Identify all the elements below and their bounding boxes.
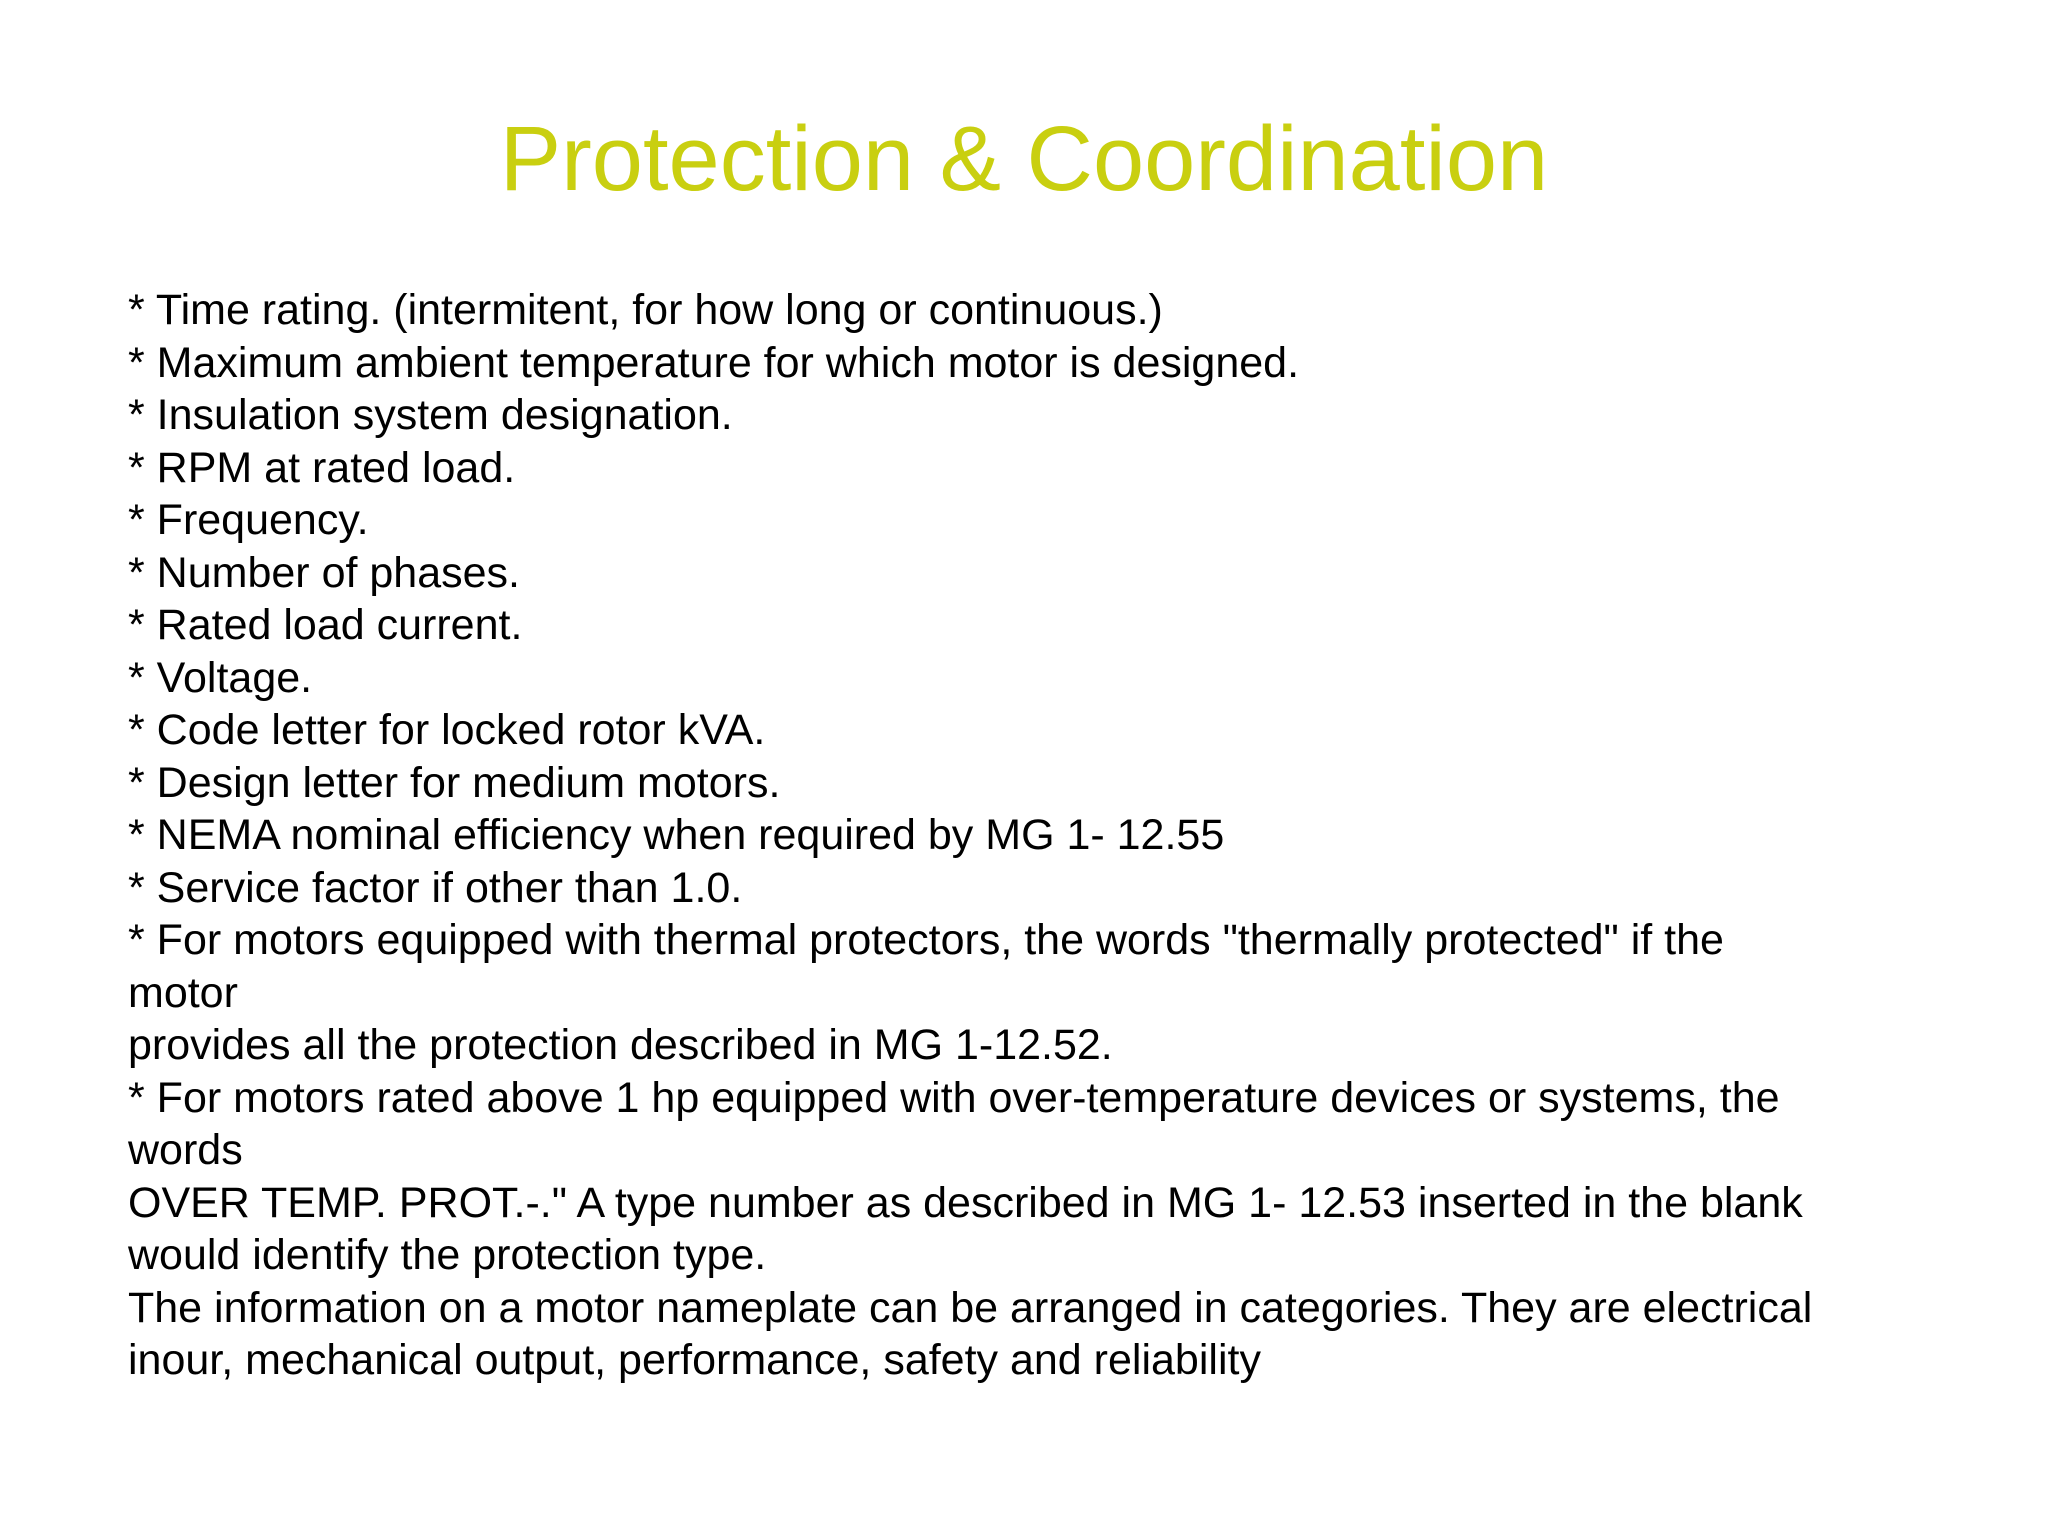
slide-title: Protection & Coordination: [499, 108, 1549, 210]
body-line: * Frequency.: [128, 496, 369, 544]
body-line: * Maximum ambient temperature for which motor is designed.: [128, 338, 1300, 387]
body-line: The information on a motor nameplate can be arranged in categories. They are electrical: [128, 1283, 1813, 1332]
body-line: * RPM at rated load.: [128, 443, 516, 492]
body-line: * NEMA nominal efficiency when required by MG 1- 12.55: [128, 811, 1225, 859]
body-line: * Time rating. (intermitent, for how long or continuous.): [128, 286, 1163, 334]
body-line: * Number of phases.: [128, 548, 520, 597]
body-line: OVER TEMP. PROT.-." A type number as described in MG 1- 12.53 inserted in the blank: [128, 1178, 1803, 1227]
body-line: would identify the protection type.: [128, 1231, 767, 1279]
body-line: * Insulation system designation.: [128, 391, 733, 439]
body-line: words: [128, 1126, 243, 1174]
body-line: * Rated load current.: [128, 601, 523, 649]
body-line: * For motors rated above 1 hp equipped with over-temperature devices or systems, the: [128, 1073, 1780, 1122]
body-line: inour, mechanical output, performance, safety and reliability: [128, 1336, 1261, 1384]
body-line: provides all the protection described in MG 1-12.52.: [128, 1021, 1113, 1069]
body-line: motor: [128, 968, 238, 1017]
slide-body: [128, 284, 1988, 1387]
body-line: * For motors equipped with thermal protectors, the words "thermally protected" if the: [128, 916, 1724, 964]
body-line: * Voltage.: [128, 653, 313, 702]
body-line: * Design letter for medium motors.: [128, 758, 781, 807]
body-line: * Service factor if other than 1.0.: [128, 863, 743, 912]
body-line: * Code letter for locked rotor kVA.: [128, 706, 766, 754]
